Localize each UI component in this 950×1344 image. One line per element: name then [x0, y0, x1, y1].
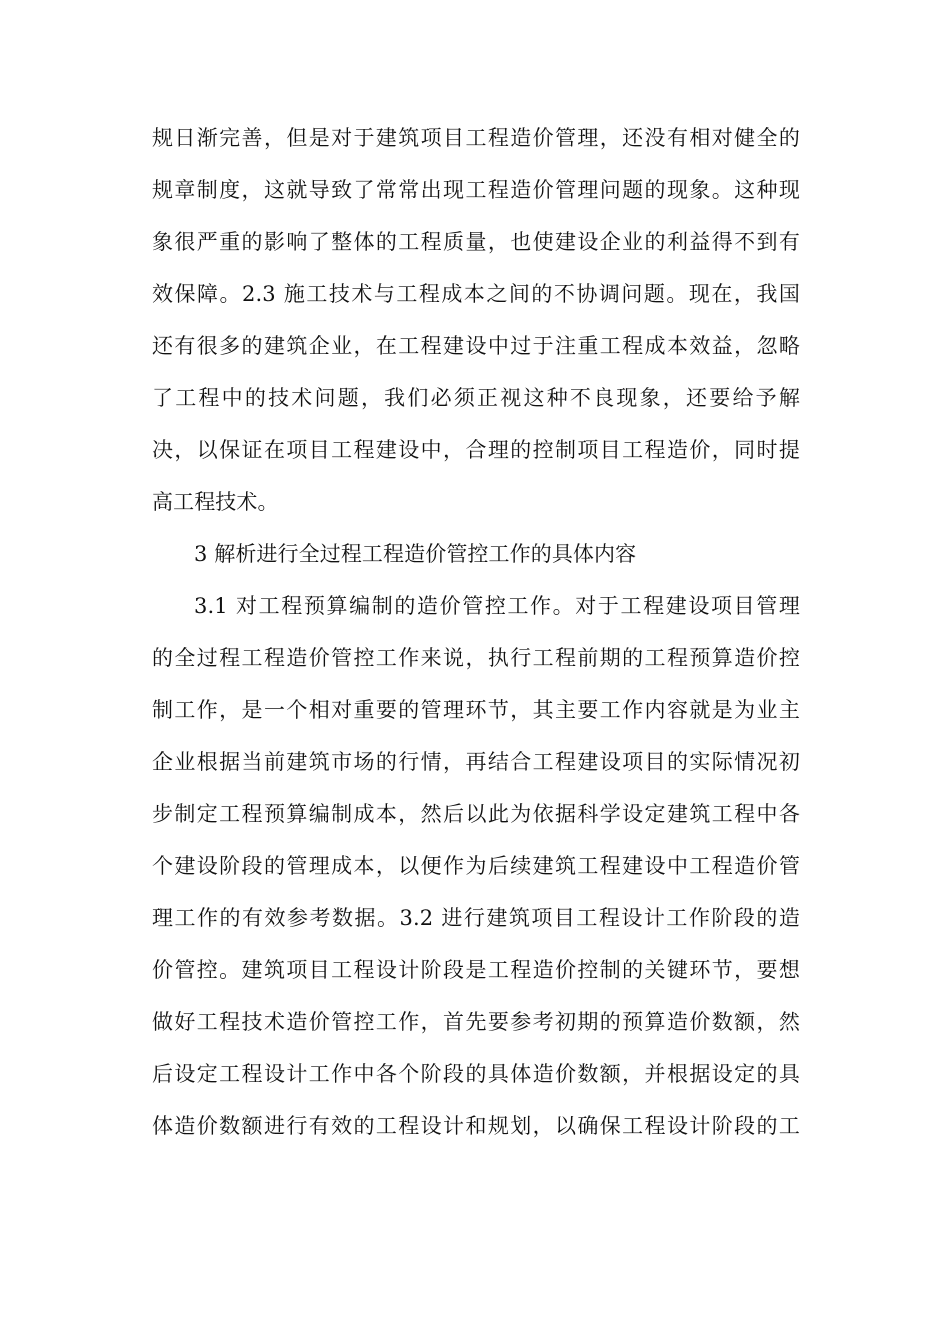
text-line: 决，以保证在项目工程建设中，合理的控制项目工程造价，同时提: [152, 438, 800, 462]
text-line: 步制定工程预算编制成本，然后以此为依据科学设定建筑工程中各: [152, 802, 800, 826]
body-text: [152, 112, 800, 1152]
text-line: 的全过程工程造价管控工作来说，执行工程前期的工程预算造价控: [152, 646, 800, 670]
text-line: 制工作，是一个相对重要的管理环节，其主要工作内容就是为业主: [152, 698, 800, 722]
text-line: 还有很多的建筑企业，在工程建设中过于注重工程成本效益，忽略: [152, 334, 800, 358]
text-line: 规日渐完善，但是对于建筑项目工程造价管理，还没有相对健全的: [152, 126, 800, 150]
text-line: 企业根据当前建筑市场的行情，再结合工程建设项目的实际情况初: [152, 750, 800, 774]
text-line: 高工程技术。: [152, 490, 279, 514]
text-line: 价管控。建筑项目工程设计阶段是工程造价控制的关键环节，要想: [152, 958, 800, 982]
text-line: 3.1 对工程预算编制的造价管控工作。对于工程建设项目管理: [194, 594, 800, 618]
text-line: 做好工程技术造价管控工作，首先要参考初期的预算造价数额，然: [152, 1010, 800, 1034]
section-heading: 3 解析进行全过程工程造价管控工作的具体内容: [194, 542, 637, 566]
text-line: 效保障。2.3 施工技术与工程成本之间的不协调问题。现在，我国: [152, 282, 800, 306]
text-line: 个建设阶段的管理成本，以便作为后续建筑工程建设中工程造价管: [152, 854, 800, 878]
text-line: 了工程中的技术问题，我们必须正视这种不良现象，还要给予解: [152, 386, 800, 410]
text-line: 理工作的有效参考数据。3.2 进行建筑项目工程设计工作阶段的造: [152, 906, 800, 930]
text-line: 体造价数额进行有效的工程设计和规划，以确保工程设计阶段的工: [152, 1114, 800, 1138]
text-line: 后设定工程设计工作中各个阶段的具体造价数额，并根据设定的具: [152, 1062, 800, 1086]
text-line: 象很严重的影响了整体的工程质量，也使建设企业的利益得不到有: [152, 230, 800, 254]
text-line: 规章制度，这就导致了常常出现工程造价管理问题的现象。这种现: [152, 178, 800, 202]
